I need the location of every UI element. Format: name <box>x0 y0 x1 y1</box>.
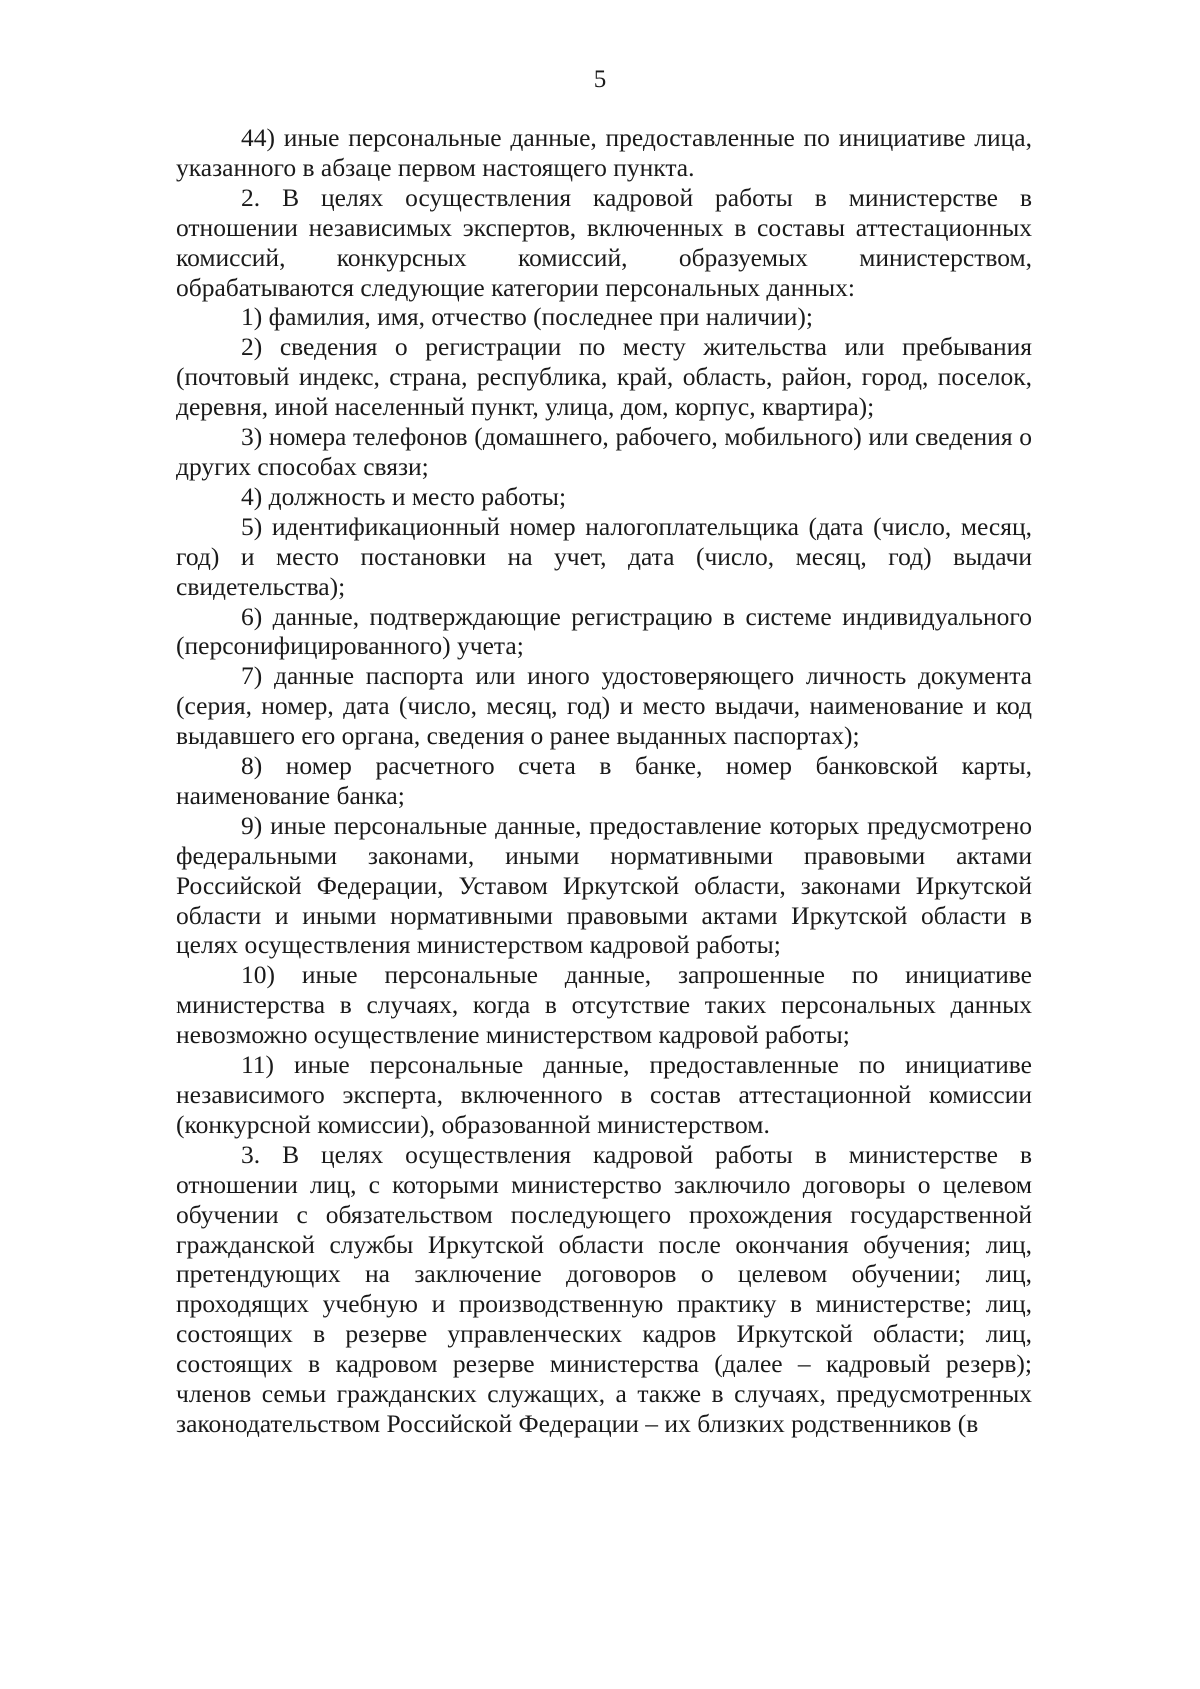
list-item-6: 6) данные, подтверждающие регистрацию в системе индивидуального (персонифицированного) учета; <box>176 601 1032 661</box>
page-number: 5 <box>593 66 607 93</box>
list-item-1: 1) фамилия, имя, отчество (последнее при наличии); <box>241 302 813 332</box>
list-item-11: 11) иные персональные данные, предоставленные по инициативе независимого эксперта, включенного в состав аттестационной комиссии (конкурсной комиссии), образованной министерством. <box>176 1050 1032 1139</box>
list-item-10: 10) иные персональные данные, запрошенные по инициативе министерства в случаях, когда в отсутствие таких персональных данных невозможно осуществление министерством кадровой работы; <box>176 960 1032 1050</box>
list-item-5: 5) идентификационный номер налогоплательщика (дата (число, месяц, год) и место постановки на учет, дата (число, месяц, год) выдачи свидетельства); <box>176 511 1032 601</box>
document-body <box>176 123 1032 1439</box>
list-item-4: 4) должность и место работы; <box>241 481 567 511</box>
paragraph-item-44: 44) иные персональные данные, предоставленные по инициативе лица, указанного в абзаце первом настоящего пункта. <box>176 123 1032 182</box>
list-item-7: 7) данные паспорта или иного удостоверяющего личность документа (серия, номер, дата (число, месяц, год) и место выдачи, наименование и код выдавшего его органа, сведения о ранее выданных паспортах); <box>176 661 1032 751</box>
paragraph-section-3: 3. В целях осуществления кадровой работы в министерстве в отношении лиц, с которыми министерство заключило договоры о целевом обучении с обязательством последующего прохождения государственной гражданской службы Иркутской области после окончания обучения; лиц, претендующих на заключение договоров о целевом обучении; лиц, проходящих учебную и производственную практику в министерстве; лиц, состоящих в резерве управленческих кадров Иркутской области; лиц, состоящих в кадровом резерве министерства (далее – кадровый резерв); членов семьи гражданских служащих, а также в случаях, предусмотренных законодательством Российской Федерации – их близких родственников (в <box>176 1139 1032 1438</box>
list-item-8: 8) номер расчетного счета в банке, номер банковской карты, наименование банка; <box>176 751 1032 810</box>
list-item-2: 2) сведения о регистрации по месту жительства или пребывания (почтовый индекс, страна, республика, край, область, район, город, поселок, деревня, иной населенный пункт, улица, дом, корпус, квартира); <box>176 332 1032 422</box>
list-item-3: 3) номера телефонов (домашнего, рабочего, мобильного) или сведения о других способах связи; <box>176 422 1032 481</box>
list-item-9: 9) иные персональные данные, предоставление которых предусмотрено федеральными законами, иными нормативными правовыми актами Российской Федерации, Уставом Иркутской области, законами Иркутской области и иными нормативными правовыми актами Иркутской области в целях осуществления министерством кадровой работы; <box>176 810 1032 960</box>
paragraph-section-2: 2. В целях осуществления кадровой работы в министерстве в отношении независимых экспертов, включенных в составы аттестационных комиссий, конкурсных комиссий, образуемых министерством, обрабатываются следующие категории персональных данных: <box>176 182 1032 302</box>
